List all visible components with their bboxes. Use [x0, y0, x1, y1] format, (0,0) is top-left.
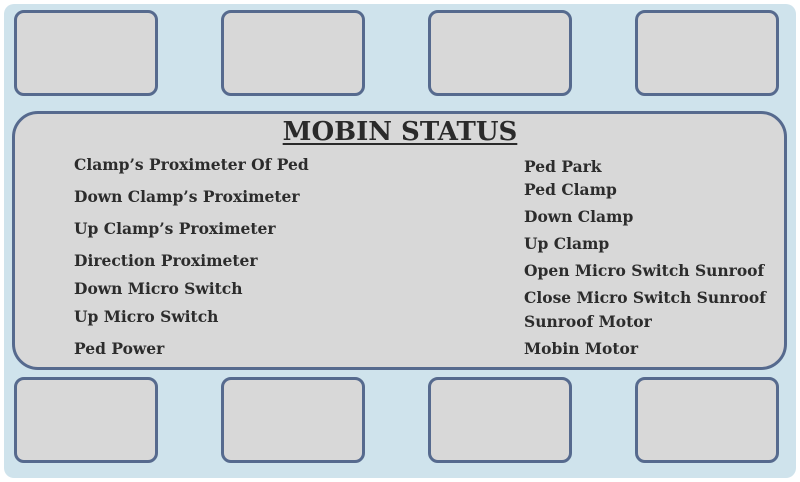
- status-label-close-micro-switch-sunroof: Close Micro Switch Sunroof: [524, 288, 766, 307]
- top-tile-3[interactable]: [428, 10, 572, 96]
- status-label-clamp-proximeter-of-ped: Clamp’s Proximeter Of Ped: [74, 155, 309, 174]
- status-label-ped-power: Ped Power: [74, 339, 165, 358]
- status-label-up-micro-switch: Up Micro Switch: [74, 307, 219, 326]
- status-label-ped-park: Ped Park: [524, 157, 602, 176]
- status-title-text: MOBIN STATUS: [282, 117, 518, 147]
- top-tile-1[interactable]: [14, 10, 158, 96]
- top-tile-2[interactable]: [221, 10, 365, 96]
- status-title: [0, 116, 800, 148]
- bottom-tile-2[interactable]: [221, 377, 365, 463]
- status-label-mobin-motor: Mobin Motor: [524, 339, 639, 358]
- bottom-tile-1[interactable]: [14, 377, 158, 463]
- bottom-tile-4[interactable]: [635, 377, 779, 463]
- bottom-tile-3[interactable]: [428, 377, 572, 463]
- status-label-down-micro-switch: Down Micro Switch: [74, 279, 243, 298]
- status-label-ped-clamp: Ped Clamp: [524, 180, 617, 199]
- status-label-direction-proximeter: Direction Proximeter: [74, 251, 258, 270]
- status-label-down-clamp-proximeter: Down Clamp’s Proximeter: [74, 187, 300, 206]
- status-label-up-clamp-proximeter: Up Clamp’s Proximeter: [74, 219, 276, 238]
- status-label-sunroof-motor: Sunroof Motor: [524, 312, 652, 331]
- status-label-open-micro-switch-sunroof: Open Micro Switch Sunroof: [524, 261, 765, 280]
- status-panel: [12, 111, 787, 370]
- status-label-up-clamp: Up Clamp: [524, 234, 610, 253]
- status-label-down-clamp: Down Clamp: [524, 207, 634, 226]
- top-tile-4[interactable]: [635, 10, 779, 96]
